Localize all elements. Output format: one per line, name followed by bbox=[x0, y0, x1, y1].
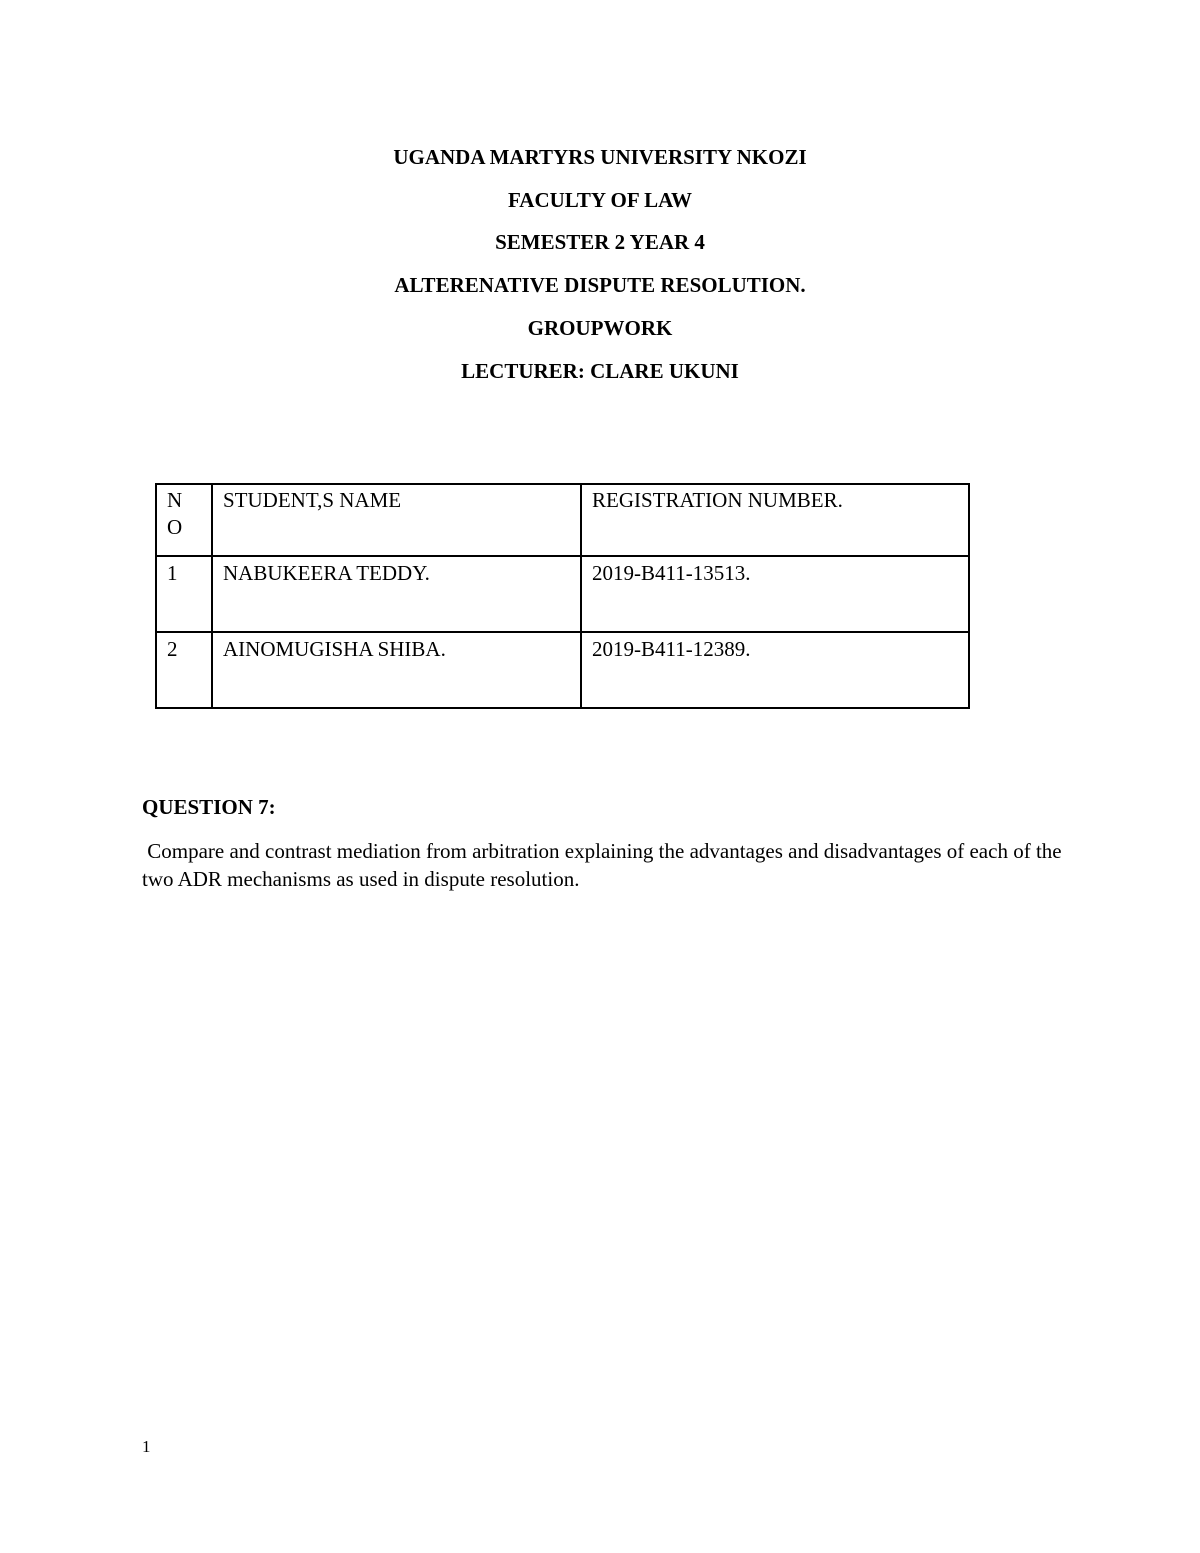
cell-no: 2 bbox=[156, 632, 212, 708]
header-cell-name: STUDENT,S NAME bbox=[212, 484, 581, 556]
students-table bbox=[155, 483, 970, 709]
cell-registration-number: 2019-B411-13513. bbox=[581, 556, 969, 632]
question-title: QUESTION 7: bbox=[142, 795, 276, 819]
university-title: UGANDA MARTYRS UNIVERSITY NKOZI bbox=[393, 145, 807, 169]
page-number: 1 bbox=[142, 1437, 151, 1456]
course-title: ALTERENATIVE DISPUTE RESOLUTION. bbox=[394, 273, 806, 297]
header-cell-registration: REGISTRATION NUMBER. bbox=[581, 484, 969, 556]
cell-student-name: NABUKEERA TEDDY. bbox=[212, 556, 581, 632]
table-row bbox=[156, 556, 969, 632]
faculty-title: FACULTY OF LAW bbox=[508, 188, 692, 212]
table-row bbox=[156, 632, 969, 708]
table-header-row bbox=[156, 484, 969, 556]
work-type-title: GROUPWORK bbox=[527, 316, 673, 340]
cell-registration-number: 2019-B411-12389. bbox=[581, 632, 969, 708]
cell-student-name: AINOMUGISHA SHIBA. bbox=[212, 632, 581, 708]
question-body: Compare and contrast mediation from arbitration explaining the advantages and disadvantages of each of the two ADR mechanisms as used in dispute resolution. bbox=[142, 839, 1067, 891]
semester-title: SEMESTER 2 YEAR 4 bbox=[495, 230, 705, 254]
header-cell-no: N O bbox=[156, 484, 212, 556]
cell-no: 1 bbox=[156, 556, 212, 632]
lecturer-title: LECTURER: CLARE UKUNI bbox=[461, 359, 739, 383]
